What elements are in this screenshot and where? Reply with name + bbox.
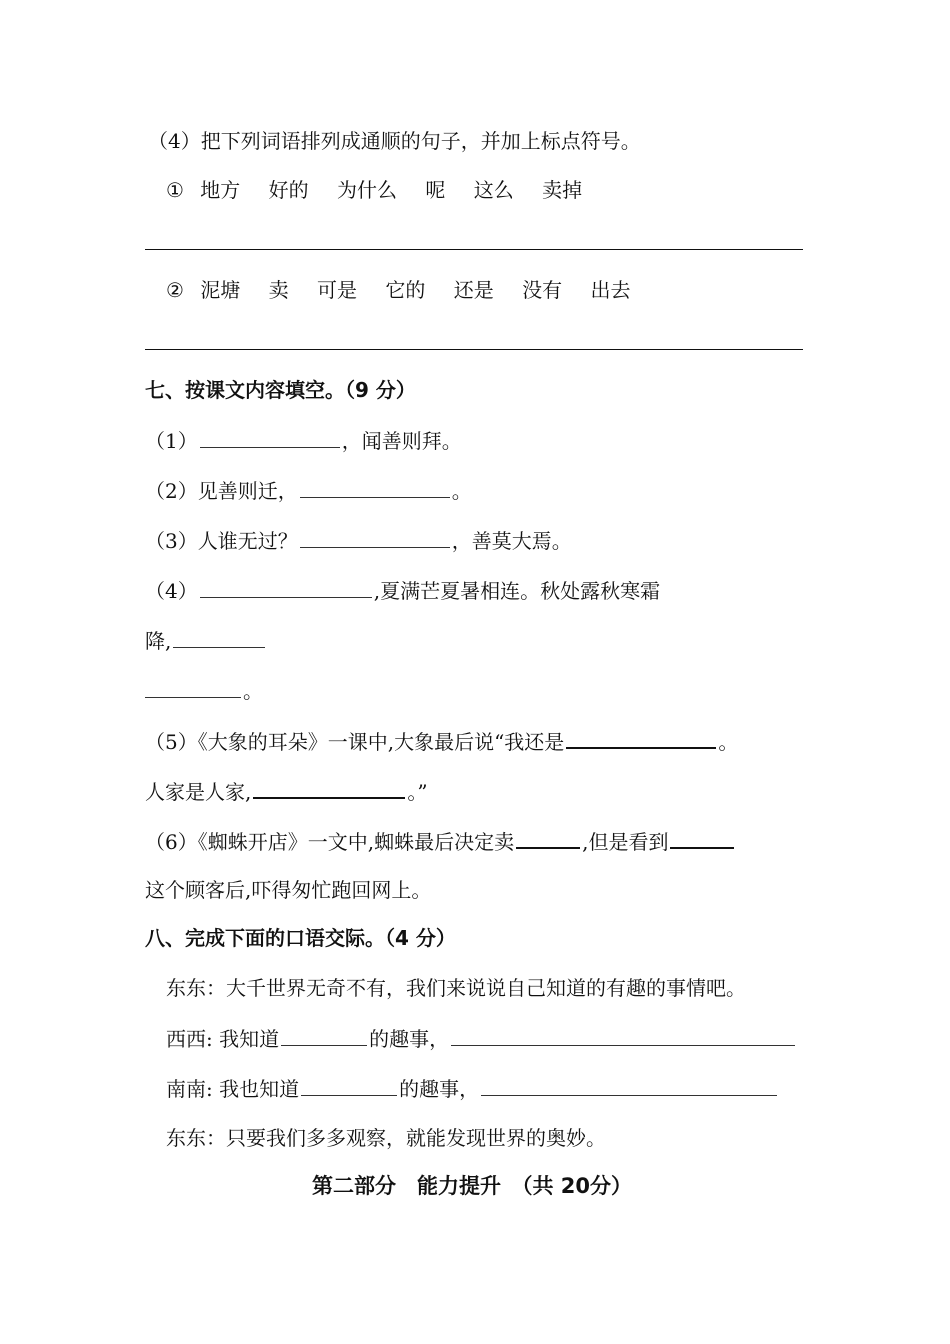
word: 卖: [268, 278, 289, 302]
word: 卖掉: [542, 178, 583, 202]
s8-line1: 东东：大千世界无奇不有，我们来说说自己知道的有趣的事情吧。: [166, 976, 746, 1000]
q-text: ,夏满芒夏暑相连。秋处露秋寒霜: [373, 579, 661, 603]
q-text: （3）人谁无过？: [145, 529, 298, 553]
fill-blank[interactable]: [300, 527, 450, 548]
q-text: ,但是看到: [582, 830, 669, 854]
s8-line4: 东东：只要我们多多观察，就能发现世界的奥妙。: [166, 1126, 606, 1150]
fill-blank[interactable]: [566, 727, 716, 749]
q-text: 南南: 我也知道: [166, 1077, 300, 1101]
fill-blank[interactable]: [301, 1075, 397, 1096]
q-text: 的趣事，: [369, 1027, 450, 1051]
fill-blank[interactable]: [253, 777, 405, 799]
section8-title: 八、完成下面的口语交际。（4 分）: [145, 926, 456, 950]
q-text: 西西: 我知道: [166, 1027, 280, 1051]
word: 它的: [385, 278, 426, 302]
part2-title: 第二部分 能力提升 （共 20分）: [312, 1174, 633, 1198]
fill-blank[interactable]: [200, 577, 372, 598]
word: 为什么: [337, 178, 398, 202]
q-text: ，闻善则拜。: [341, 429, 462, 453]
word: 还是: [453, 278, 494, 302]
s7-q3: [145, 527, 572, 554]
q-text: 的趣事，: [399, 1077, 480, 1101]
s8-line3: [166, 1075, 779, 1102]
fill-blank[interactable]: [281, 1025, 367, 1046]
q-number: （4）: [145, 579, 198, 603]
word: 没有: [522, 278, 563, 302]
fill-blank[interactable]: [145, 677, 241, 698]
q-number: （1）: [145, 429, 198, 453]
s7-q5-line2: [145, 777, 428, 805]
word: 地方: [200, 178, 241, 202]
q-text: （5）《大象的耳朵》一课中,大象最后说“我还是: [145, 730, 565, 754]
s7-q6: [145, 827, 736, 855]
s7-q4-line3: [145, 677, 263, 704]
q6-4-instruction: （4）把下列词语排列成通顺的句子，并加上标点符号。: [148, 129, 641, 153]
q-text: 。: [243, 679, 263, 703]
section7-title: 七、按课文内容填空。（9 分）: [145, 378, 416, 402]
word: 泥塘: [200, 278, 241, 302]
s8-line2: [166, 1025, 797, 1052]
fill-blank[interactable]: [516, 827, 580, 849]
q-text: 。”: [407, 780, 428, 804]
s7-q2: [145, 477, 472, 504]
item1-number: ①: [166, 178, 184, 202]
fill-blank[interactable]: [300, 477, 450, 498]
fill-blank[interactable]: [481, 1075, 777, 1096]
s7-q6-line2: 这个顾客后,吓得匆忙跑回网上。: [145, 878, 432, 902]
fill-blank[interactable]: [200, 427, 340, 448]
q-text: 。: [718, 730, 739, 754]
q-text: ，善莫大焉。: [451, 529, 572, 553]
word: 可是: [317, 278, 358, 302]
item2-number: ②: [166, 278, 184, 302]
q-text: 。: [451, 479, 472, 503]
word: 出去: [590, 278, 631, 302]
fill-blank[interactable]: [451, 1025, 795, 1046]
q-text: （2）见善则迁，: [145, 479, 298, 503]
word: 呢: [425, 178, 446, 202]
s7-q4: [145, 577, 660, 604]
q6-4-item2: [166, 277, 630, 303]
q-text: 降,: [145, 629, 172, 653]
s7-q5: [145, 727, 738, 755]
s7-q1: [145, 427, 462, 454]
q-text: （6）《蜘蛛开店》一文中,蜘蛛最后决定卖: [145, 830, 515, 854]
word: 好的: [268, 178, 309, 202]
fill-blank[interactable]: [173, 627, 265, 648]
q6-4-item1: [166, 177, 582, 203]
answer-line-2[interactable]: [145, 349, 803, 350]
answer-line-1[interactable]: [145, 249, 803, 250]
s7-q4-line2: [145, 627, 267, 654]
word: 这么: [473, 178, 514, 202]
fill-blank[interactable]: [670, 827, 734, 849]
q-text: 人家是人家,: [145, 780, 252, 804]
